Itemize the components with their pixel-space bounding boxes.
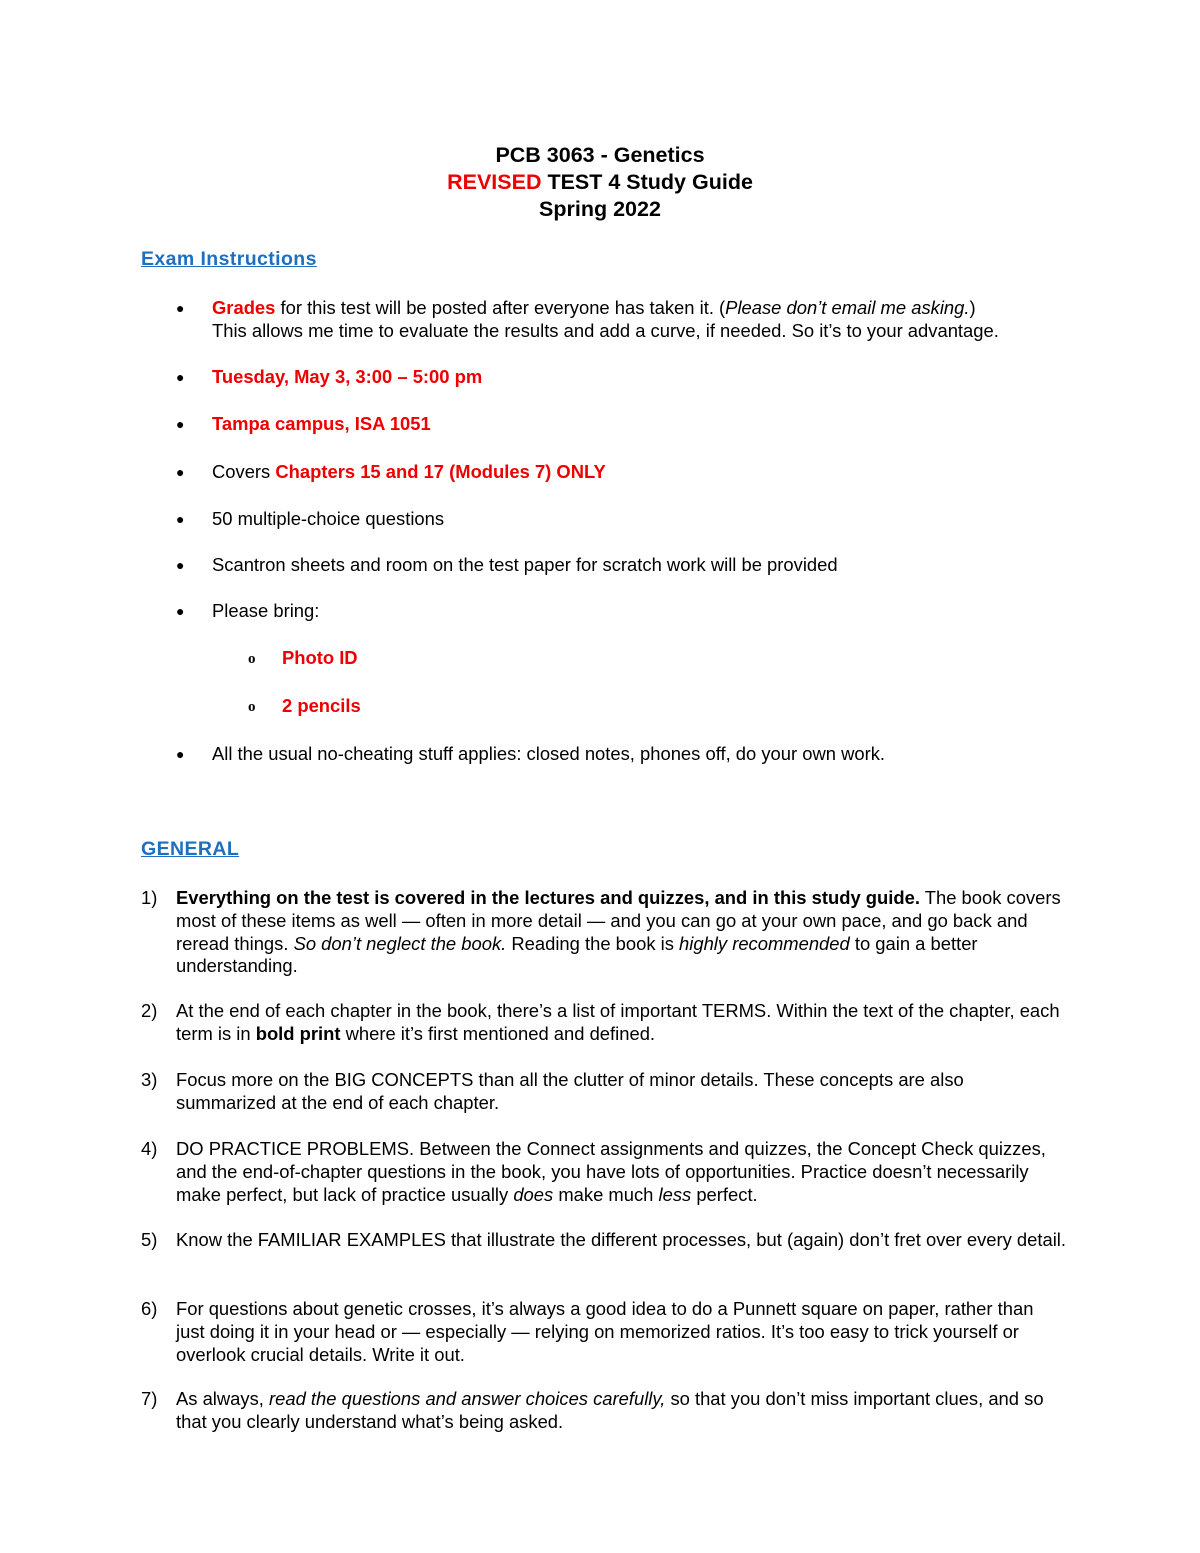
test-title: [0, 169, 1200, 196]
bullet-icon: ●: [176, 416, 185, 432]
bullet-icon: ●: [176, 511, 185, 527]
bullet-icon: ●: [176, 369, 185, 385]
sub-bullet-icon: o: [248, 651, 256, 667]
bring-item-photo-id: Photo ID: [282, 647, 358, 668]
exam-location: Tampa campus, ISA 1051: [212, 413, 431, 434]
general-heading: GENERAL: [141, 838, 240, 860]
item-number: 4): [141, 1138, 158, 1159]
grades-lead: Grades: [212, 297, 276, 318]
item-4-italic2: less: [658, 1183, 692, 1205]
general-item-1: [176, 887, 1066, 978]
grades-text1: for this test will be posted after everyone has taken it. (: [275, 297, 726, 318]
general-item-5: Know the FAMILIAR EXAMPLES that illustrate the different processes, but (again) don’t fret over every detail.: [176, 1229, 1067, 1250]
item-4-text3: perfect.: [691, 1183, 758, 1205]
bring-item-pencils: 2 pencils: [282, 695, 361, 716]
sub-bullet-icon: o: [248, 699, 256, 715]
item-1-text2: Reading the book is: [506, 932, 680, 954]
item-number: 3): [141, 1069, 158, 1090]
item-2-text1: At the end of each chapter in the book, there’s a list of important TERMS. Within the text of the chapter, each term is in: [176, 1000, 1060, 1044]
item-1-text3: to gain a better understanding.: [176, 932, 978, 977]
cheating-item: All the usual no-cheating stuff applies: closed notes, phones off, do your own work.: [212, 743, 886, 764]
item-7-text1: As always,: [176, 1388, 270, 1409]
bring-label: Please bring:: [212, 600, 320, 621]
bullet-icon: ●: [176, 603, 185, 619]
item-number: 1): [141, 887, 158, 908]
bullet-icon: ●: [176, 464, 185, 480]
item-number: 2): [141, 1000, 158, 1021]
bullet-icon: ●: [176, 300, 185, 316]
term-title: Spring 2022: [539, 197, 661, 221]
bullet-icon: ●: [176, 557, 185, 573]
item-1-italic2: highly recommended: [679, 932, 850, 954]
item-4-text2: make much: [553, 1183, 659, 1205]
scantron-item: Scantron sheets and room on the test paper for scratch work will be provided: [212, 554, 838, 575]
grades-italic: Please don’t email me asking.: [725, 297, 970, 318]
course-title: PCB 3063 - Genetics: [495, 143, 705, 167]
test-title-text: TEST 4 Study Guide: [541, 170, 753, 194]
item-2-bold: bold print: [255, 1022, 341, 1044]
item-1-bold: Everything on the test is covered in the lectures and quizzes, and in this study guide.: [176, 887, 920, 908]
item-1-italic1: So don’t neglect the book.: [293, 932, 507, 954]
exam-date: Tuesday, May 3, 3:00 – 5:00 pm: [212, 366, 483, 387]
item-1-text1: The book covers most of these items as well — often in more detail — and you can go at your own pace, and go back and reread things.: [176, 887, 1061, 954]
covers-chapters: Chapters 15 and 17 (Modules 7) ONLY: [275, 461, 606, 482]
general-item-6: For questions about genetic crosses, it’s always a good idea to do a Punnett square on paper, rather than just doing it in your head or — especially — relying on memorized ratios. It’s too easy to trick yourself or overlook crucial details. Write it out.: [176, 1298, 1034, 1365]
general-item-4: [176, 1138, 1066, 1206]
item-number: 7): [141, 1388, 158, 1409]
exam-instructions-heading: Exam Instructions: [141, 248, 317, 270]
item-7-italic1: read the questions and answer choices carefully,: [269, 1388, 666, 1409]
covers-item: [212, 461, 1092, 484]
grades-item: [212, 297, 1092, 342]
item-7-text2: so that you don’t miss important clues, and so that you clearly understand what’s being asked.: [176, 1388, 1044, 1432]
grades-line2: This allows me time to evaluate the results and add a curve, if needed. So it’s to your advantage.: [212, 319, 999, 341]
questions-item: 50 multiple-choice questions: [212, 508, 445, 529]
item-2-text2: where it’s first mentioned and defined.: [340, 1022, 656, 1044]
general-item-2: [176, 1000, 1066, 1046]
general-item-3: Focus more on the BIG CONCEPTS than all the clutter of minor details. These concepts are also summarized at the end of each chapter.: [176, 1069, 964, 1113]
item-number: 6): [141, 1298, 158, 1319]
covers-lead: Covers: [212, 461, 276, 482]
item-4-text1: DO PRACTICE PROBLEMS. Between the Connect assignments and quizzes, the Concept Check quizzes, and the end-of-chapter questions in the book, you have lots of opportunities. Practice doesn’t necessarily make perfect, but lack of practice usually: [176, 1138, 1046, 1205]
bullet-icon: ●: [176, 746, 185, 762]
grades-text2: ): [969, 297, 976, 318]
item-number: 5): [141, 1229, 158, 1250]
revised-label: REVISED: [447, 170, 542, 194]
general-item-7: [176, 1388, 1066, 1434]
title-block: [0, 142, 1200, 223]
item-4-italic1: does: [513, 1183, 554, 1205]
